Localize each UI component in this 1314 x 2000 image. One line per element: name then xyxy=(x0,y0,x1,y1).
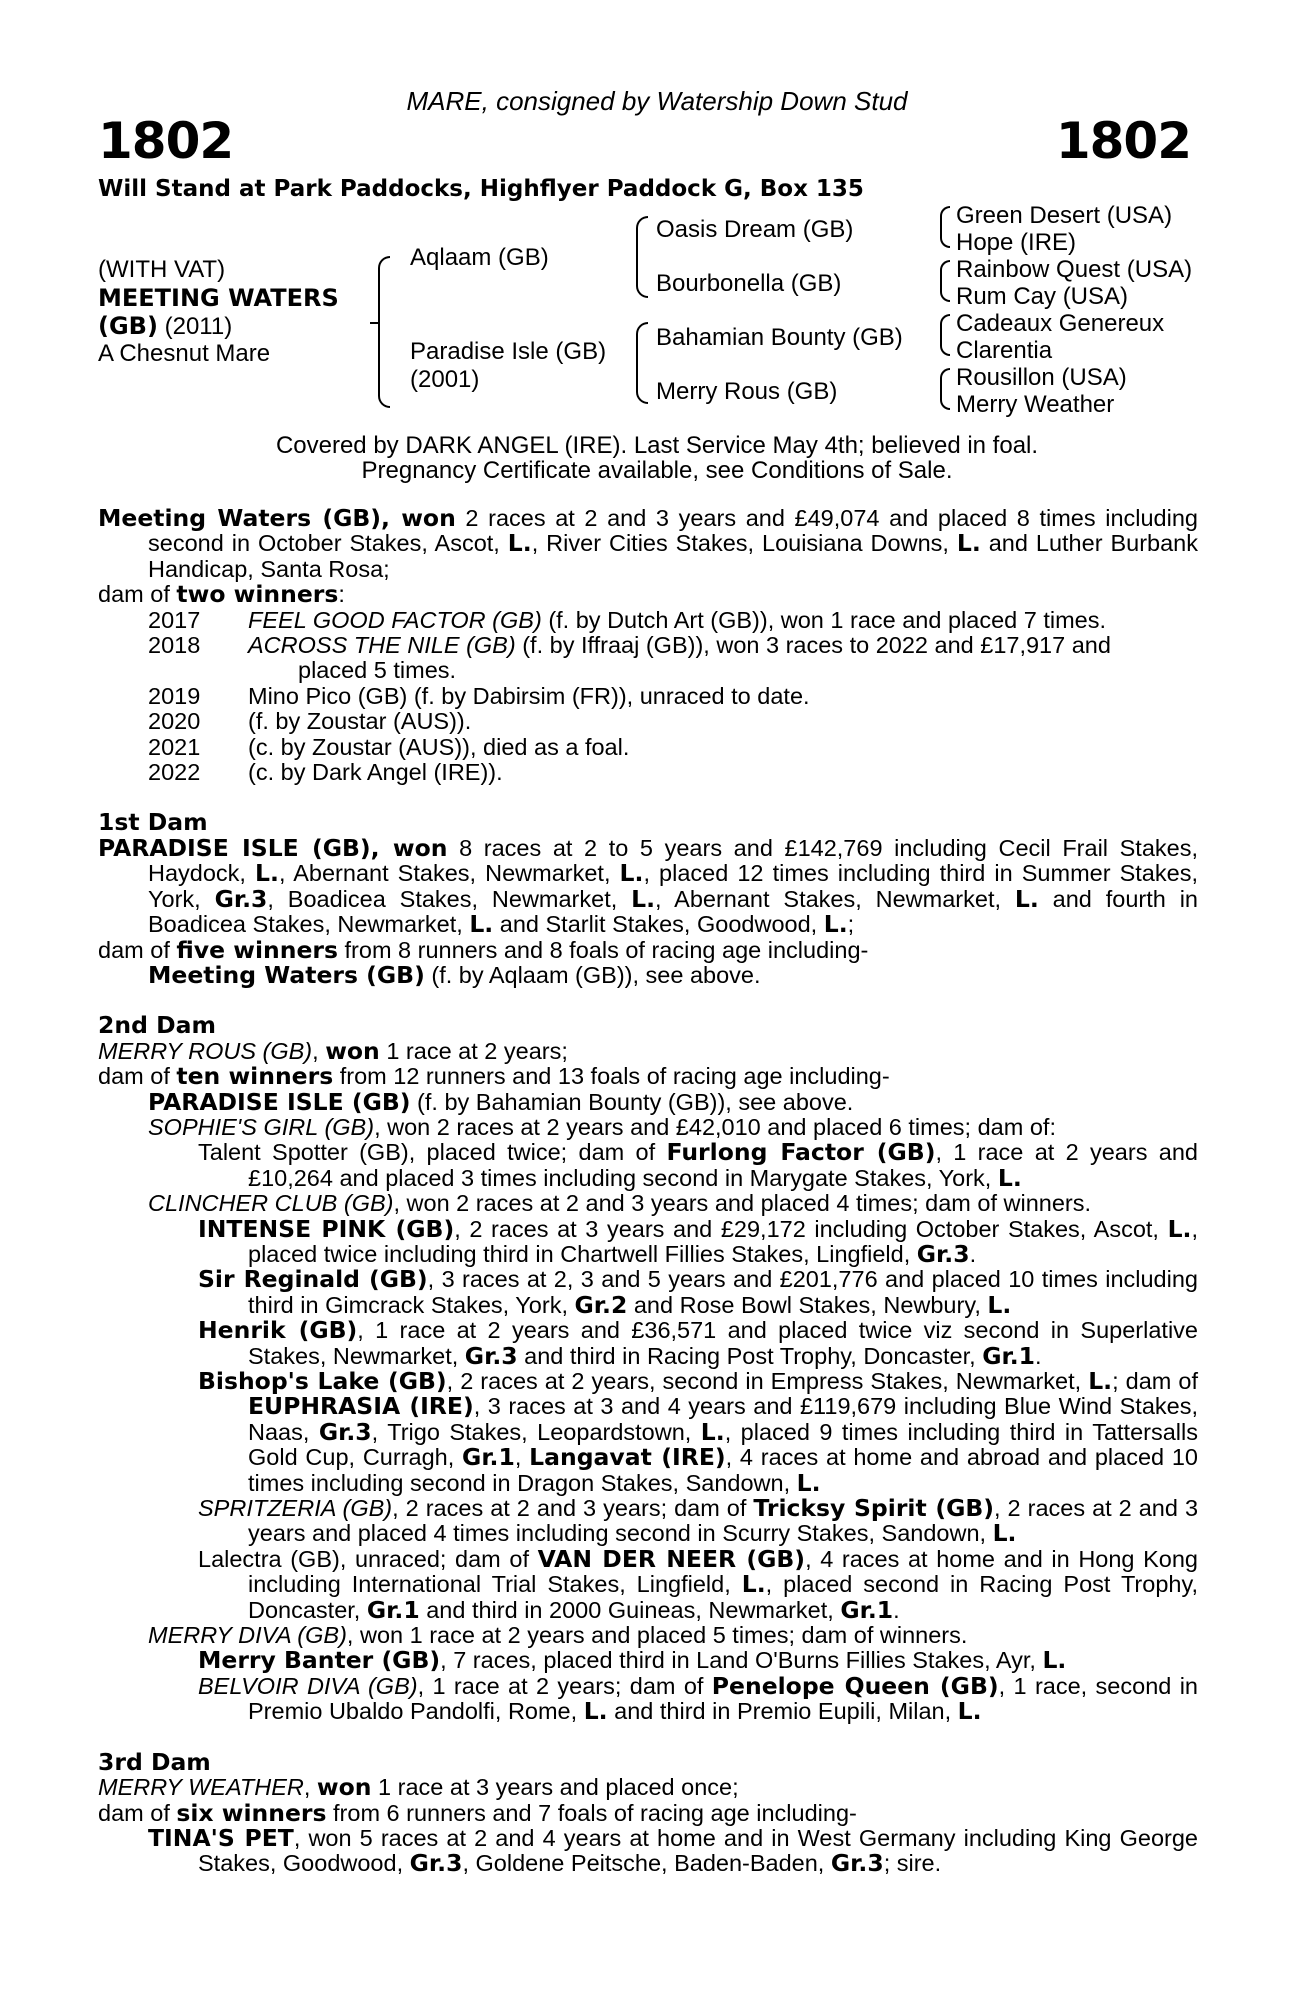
ped-g6: Clarentia xyxy=(956,337,1053,364)
ped-g2: Hope (IRE) xyxy=(956,229,1077,256)
record-name: Meeting Waters (GB) xyxy=(98,504,382,532)
first-dam-heading: 1st Dam xyxy=(98,808,208,837)
third-dam-heading: 3rd Dam xyxy=(98,1747,211,1776)
produce-row xyxy=(98,709,1198,734)
subject-year: (2011) xyxy=(157,313,233,340)
subject-country: (GB) xyxy=(98,312,158,340)
produce-name: ACROSS THE NILE (GB) xyxy=(248,632,516,659)
vat-note: (WITH VAT) xyxy=(98,256,226,283)
ped-g4: Rum Cay (USA) xyxy=(956,283,1129,310)
sire-brace xyxy=(636,216,648,298)
belvoir-diva-entry: BELVOIR DIVA (GB), 1 race at 2 years; dam of Penelope Queen (GB), 1 race, second in Premio Ubaldo Pandolfi, Rome, L. and third in Premio Eupili, Milan, L. xyxy=(198,1671,1198,1726)
sir-reginald-entry: Sir Reginald (GB), 3 races at 2, 3 and 5 years and £201,776 and placed 10 times including third in Gimcrack Stakes, York, Gr.2 and Rose Bowl Stakes, Newbury, L. xyxy=(198,1265,1198,1319)
first-dam-produce: Meeting Waters (GB) (f. by Aqlaam (GB)), see above. xyxy=(148,960,761,989)
henrik-entry: Henrik (GB), 1 race at 2 years and £36,571 and placed twice viz second in Superlative Stakes, Newmarket, Gr.3 and third in Racing Post Trophy, Doncaster, Gr.1. xyxy=(198,1316,1198,1370)
produce-row xyxy=(98,760,1198,785)
second-dam-produce-paradise: PARADISE ISLE (GB) (f. by Bahamian Bounty (GB)), see above. xyxy=(148,1087,854,1116)
winners-count: two winners xyxy=(176,580,339,609)
pedigree-brace-tip xyxy=(370,322,378,326)
produce-year: 2018 xyxy=(148,632,201,659)
sire-sire: Oasis Dream (GB) xyxy=(656,216,854,243)
produce-year: 2022 xyxy=(148,759,201,786)
second-dam-name: MERRY ROUS (GB) xyxy=(98,1037,313,1064)
record-won: won xyxy=(401,504,456,532)
record-text: 2 races at 2 and 3 years and £49,074 and placed 8 times including second in October Stakes, Ascot, xyxy=(148,505,1198,557)
ped-g3: Rainbow Quest (USA) xyxy=(956,256,1193,283)
stand-location: Will Stand at Park Paddocks, Highflyer Paddock G, Box 135 xyxy=(98,176,864,202)
covering-line-2: Pregnancy Certificate available, see Conditions of Sale. xyxy=(361,457,953,484)
brace-g1 xyxy=(940,206,950,248)
dam-of-label: dam of xyxy=(98,581,177,608)
brace-g4 xyxy=(940,368,950,410)
pedigree-brace-top xyxy=(378,256,390,324)
pedigree-brace-bottom xyxy=(378,324,390,408)
dam-sire: Bahamian Bounty (GB) xyxy=(656,324,903,351)
covering-line-1: Covered by DARK ANGEL (IRE). Last Service May 4th; believed in foal. xyxy=(275,432,1039,459)
first-dam-name: PARADISE ISLE (GB) xyxy=(98,833,371,862)
produce-name: FEEL GOOD FACTOR (GB) xyxy=(248,606,542,633)
dam-name: Paradise Isle (GB) xyxy=(410,338,607,365)
produce-row xyxy=(98,684,1198,709)
second-dam-dam-of: dam of ten winners from 12 runners and 13 foals of racing age including- xyxy=(98,1062,890,1091)
brace-g2 xyxy=(940,260,950,302)
produce-detail: (f. by Iffraaj (GB)), won 3 races to 2022 and £17,917 and xyxy=(515,632,1111,659)
third-dam-name: MERRY WEATHER xyxy=(98,1774,304,1801)
spritzeria-entry: SPRITZERIA (GB), 2 races at 2 and 3 years; dam of Tricksy Spirit (GB), 2 races at 2 and 3 years and placed 4 times including second in Scurry Stakes, Sandown, L. xyxy=(198,1494,1199,1548)
subject-name-text: MEETING WATERS xyxy=(98,284,339,312)
subject-suffix xyxy=(98,312,232,341)
lalectra-entry: Lalectra (GB), unraced; dam of VAN DER NEER (GB), 4 races at home and in Hong Kong including International Trial Stakes, Lingfield, L., placed second in Racing Post Trophy, Doncaster, Gr.1 and third in 2000 Guineas, Newmarket, Gr.1. xyxy=(198,1544,1198,1624)
winners-count: five winners xyxy=(176,935,338,964)
dam-year: (2001) xyxy=(410,366,480,393)
bishops-lake-entry: Bishop's Lake (GB), 2 races at 2 years, second in Empress Stakes, Newmarket, L.; dam of EUPHRASIA (IRE), 3 races at 3 and 4 years and £119,679 including Blue Wind Stakes, Naas, Gr.3, Trigo Stakes, Leopardstown, L., placed 9 times including third in Tattersalls Gold Cup, Curragh, Gr.1, Langavat (IRE), 4 races at home and abroad and placed 10 times including second in Dragon Stakes, Sandown, L. xyxy=(198,1367,1199,1497)
second-dam-produce-sophie: SOPHIE'S GIRL (GB), won 2 races at 2 years and £42,010 and placed 6 times; dam of: xyxy=(148,1113,1056,1140)
record-dam-of xyxy=(98,582,1198,607)
won-label: won xyxy=(392,833,448,862)
record-paragraph: Meeting Waters (GB), won 2 races at 2 and 3 years and £49,074 and placed 8 times including second in October Stakes, Ascot, L., River Cities Stakes, Louisiana Downs, L. and Luther Burbank Handicap, Santa Rosa; xyxy=(98,504,1198,582)
produce-year: 2021 xyxy=(148,733,201,760)
brace-g3 xyxy=(940,314,950,356)
third-dam-record: MERRY WEATHER, won 1 race at 3 years and placed once; xyxy=(98,1773,739,1802)
merry-banter-entry: Merry Banter (GB), 7 races, placed third in Land O'Burns Fillies Stakes, Ayr, L. xyxy=(198,1646,1067,1675)
produce-row xyxy=(98,633,1198,684)
produce-row xyxy=(98,608,1198,633)
ped-g8: Merry Weather xyxy=(956,391,1115,418)
talent-spotter-entry: Talent Spotter (GB), placed twice; dam of Furlong Factor (GB), 1 race at 2 years and £10,264 and placed 3 times including second in Marygate Stakes, York, L. xyxy=(198,1138,1198,1192)
grade-label: L. xyxy=(956,529,981,558)
second-dam-heading: 2nd Dam xyxy=(98,1011,216,1040)
produce-detail: Mino Pico (GB) (f. by Dabirsim (FR)), unraced to date. xyxy=(248,682,810,709)
record-text-3: and Luther Burbank Handicap, Santa Rosa; xyxy=(148,530,1198,582)
ped-g7: Rousillon (USA) xyxy=(956,364,1127,391)
winners-count: ten winners xyxy=(176,1062,334,1091)
produce-detail: (c. by Zoustar (AUS)), died as a foal. xyxy=(248,733,630,760)
dam-brace xyxy=(636,322,648,404)
winners-count: six winners xyxy=(176,1798,327,1827)
subject-name xyxy=(98,284,339,313)
ped-g5: Cadeaux Genereux xyxy=(956,310,1165,337)
ped-g1: Green Desert (USA) xyxy=(956,202,1173,229)
produce-detail: (f. by Dutch Art (GB)), won 1 race and placed 7 times. xyxy=(541,606,1107,633)
lot-number-left: 1802 xyxy=(98,112,234,170)
record-text-2: , River Cities Stakes, Louisiana Downs, xyxy=(531,530,957,557)
tinas-pet-entry: TINA'S PET, won 5 races at 2 and 4 years at home and in West Germany including King George Stakes, Goodwood, Gr.3, Goldene Peitsche, Baden-Baden, Gr.3; sire. xyxy=(148,1823,1198,1878)
produce-detail: (c. by Dark Angel (IRE)). xyxy=(248,759,503,786)
produce-list xyxy=(98,608,1198,786)
sire-dam: Bourbonella (GB) xyxy=(656,270,842,297)
produce-year: 2020 xyxy=(148,708,201,735)
produce-year: 2017 xyxy=(148,606,201,633)
second-dam-produce-clincher: CLINCHER CLUB (GB), won 2 races at 2 and 3 years and placed 4 times; dam of winners. xyxy=(148,1190,1092,1217)
produce-detail-cont: placed 5 times. xyxy=(298,657,457,684)
intense-pink-entry: INTENSE PINK (GB), 2 races at 3 years and £29,172 including October Stakes, Ascot, L., placed twice including third in Chartwell Fillies Stakes, Lingfield, Gr.3. xyxy=(198,1214,1198,1268)
first-dam-paragraph: PARADISE ISLE (GB), won 8 races at 2 to 5 years and £142,769 including Cecil Frail Stakes, Haydock, L., Abernant Stakes, Newmarket, L., placed 12 times including third in Summer Stakes, York, Gr.3, Boadicea Stakes, Newmarket, L., Abernant Stakes, Newmarket, L. and fourth in Boadicea Stakes, Newmarket, L. and Starlit Stakes, Goodwood, L.; xyxy=(98,833,1199,939)
catalogue-body xyxy=(98,506,1198,1877)
second-dam-record: MERRY ROUS (GB), won 1 race at 2 years; xyxy=(98,1036,568,1065)
grade-label: L. xyxy=(507,529,532,558)
dam-dam: Merry Rous (GB) xyxy=(656,378,838,405)
produce-year: 2019 xyxy=(148,682,201,709)
colon: : xyxy=(338,581,345,608)
produce-name: Meeting Waters (GB) xyxy=(148,960,425,989)
third-dam-dam-of: dam of six winners from 6 runners and 7 foals of racing age including- xyxy=(98,1798,857,1827)
lot-number-right: 1802 xyxy=(1055,112,1191,170)
consignor-line: MARE, consigned by Watership Down Stud xyxy=(406,86,908,116)
produce-row xyxy=(98,735,1198,760)
sire-name: Aqlaam (GB) xyxy=(410,244,549,271)
produce-detail: (f. by Zoustar (AUS)). xyxy=(248,708,472,735)
subject-description: A Chesnut Mare xyxy=(98,340,271,367)
first-dam-dam-of: dam of five winners from 8 runners and 8 foals of racing age including- xyxy=(98,935,869,964)
second-dam-produce-diva: MERRY DIVA (GB), won 1 race at 2 years and placed 5 times; dam of winners. xyxy=(148,1622,968,1649)
